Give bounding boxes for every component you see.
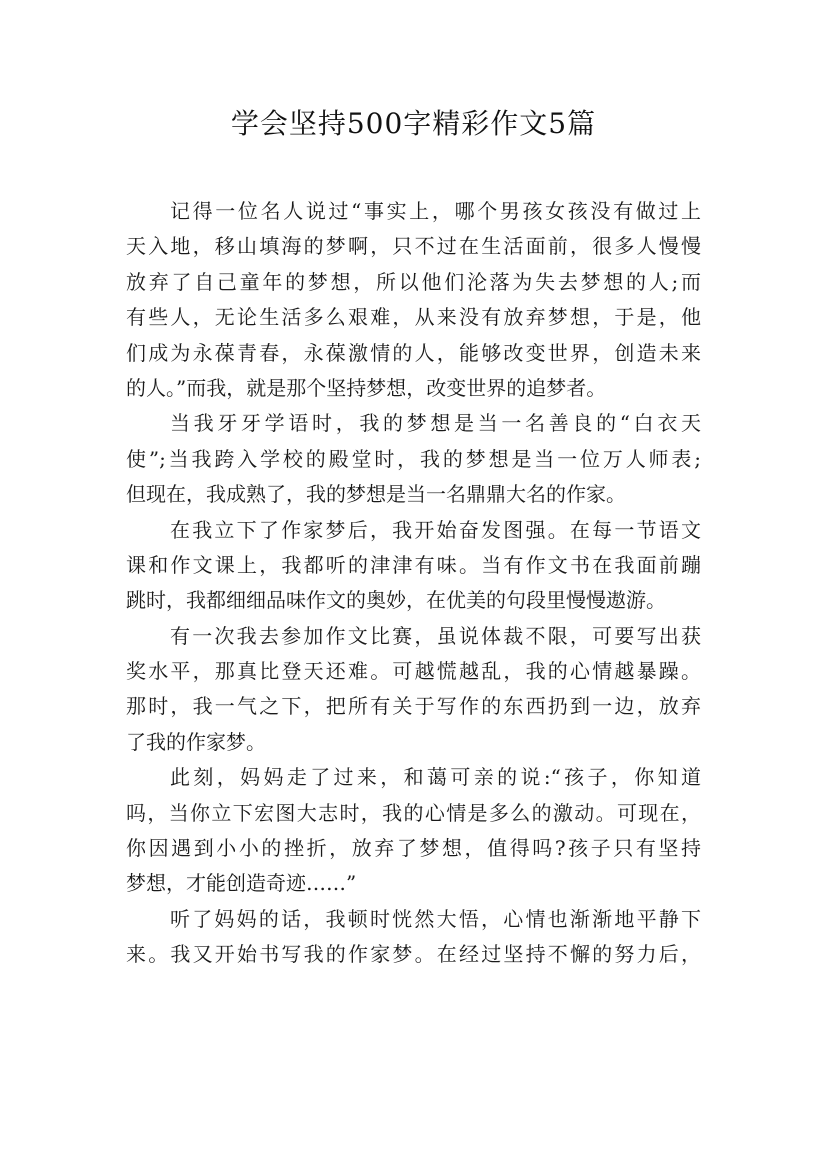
text-line: 吗，当你立下宏图大志时，我的心情是多么的激动。可现在， bbox=[126, 800, 701, 825]
text-line: 有些人，无论生活多么艰难，从来没有放弃梦想，于是，他 bbox=[126, 305, 701, 330]
text-line: 那时，我一气之下，把所有关于写作的东西扔到一边，放弃 bbox=[126, 694, 701, 719]
paragraph bbox=[126, 760, 701, 902]
text-line: 梦想，才能创造奇迹……” bbox=[126, 871, 357, 896]
text-line: 记得一位名人说过“事实上，哪个男孩女孩没有做过上 bbox=[170, 199, 701, 223]
text-line: 了我的作家梦。 bbox=[126, 729, 266, 754]
document-body bbox=[126, 194, 701, 973]
text-line: 的人。”而我，就是那个坚持梦想，改变世界的追梦者。 bbox=[126, 375, 607, 400]
text-line: 此刻，妈妈走了过来，和蔼可亲的说:“孩子，你知道 bbox=[170, 765, 701, 790]
text-line: 课和作文课上，我都听的津津有味。当有作文书在我面前蹦 bbox=[126, 552, 701, 577]
text-line: 奖水平，那真比登天还难。可越慌越乱，我的心情越暴躁。 bbox=[126, 659, 701, 684]
paragraph bbox=[126, 194, 701, 406]
paragraph bbox=[126, 406, 701, 512]
text-line: 来。我又开始书写我的作家梦。在经过坚持不懈的努力后， bbox=[126, 942, 701, 967]
text-line: 使”;当我跨入学校的殿堂时，我的梦想是当一位万人师表; bbox=[126, 446, 701, 471]
document-title: 学会坚持500字精彩作文5篇 bbox=[230, 107, 597, 140]
text-line: 但现在，我成熟了，我的梦想是当一名鼎鼎大名的作家。 bbox=[126, 482, 626, 507]
text-line: 听了妈妈的话，我顿时恍然大悟，心情也渐渐地平静下 bbox=[170, 906, 701, 931]
text-line: 天入地，移山填海的梦啊，只不过在生活面前，很多人慢慢 bbox=[126, 234, 701, 259]
text-line: 跳时，我都细细品味作文的奥妙，在优美的句段里慢慢遨游。 bbox=[126, 588, 666, 613]
text-line: 你因遇到小小的挫折，放弃了梦想，值得吗?孩子只有坚持 bbox=[126, 836, 701, 861]
text-line: 们成为永葆青春，永葆激情的人，能够改变世界，创造未来 bbox=[126, 340, 701, 365]
text-line: 在我立下了作家梦后，我开始奋发图强。在每一节语文 bbox=[170, 517, 701, 542]
paragraph bbox=[126, 513, 701, 619]
text-line: 放弃了自己童年的梦想，所以他们沦落为失去梦想的人;而 bbox=[126, 269, 701, 294]
text-line: 当我牙牙学语时，我的梦想是当一名善良的“白衣天 bbox=[170, 411, 701, 436]
paragraph bbox=[126, 902, 701, 973]
text-line: 有一次我去参加作文比赛，虽说体裁不限，可要写出获 bbox=[170, 623, 701, 648]
paragraph bbox=[126, 619, 701, 761]
